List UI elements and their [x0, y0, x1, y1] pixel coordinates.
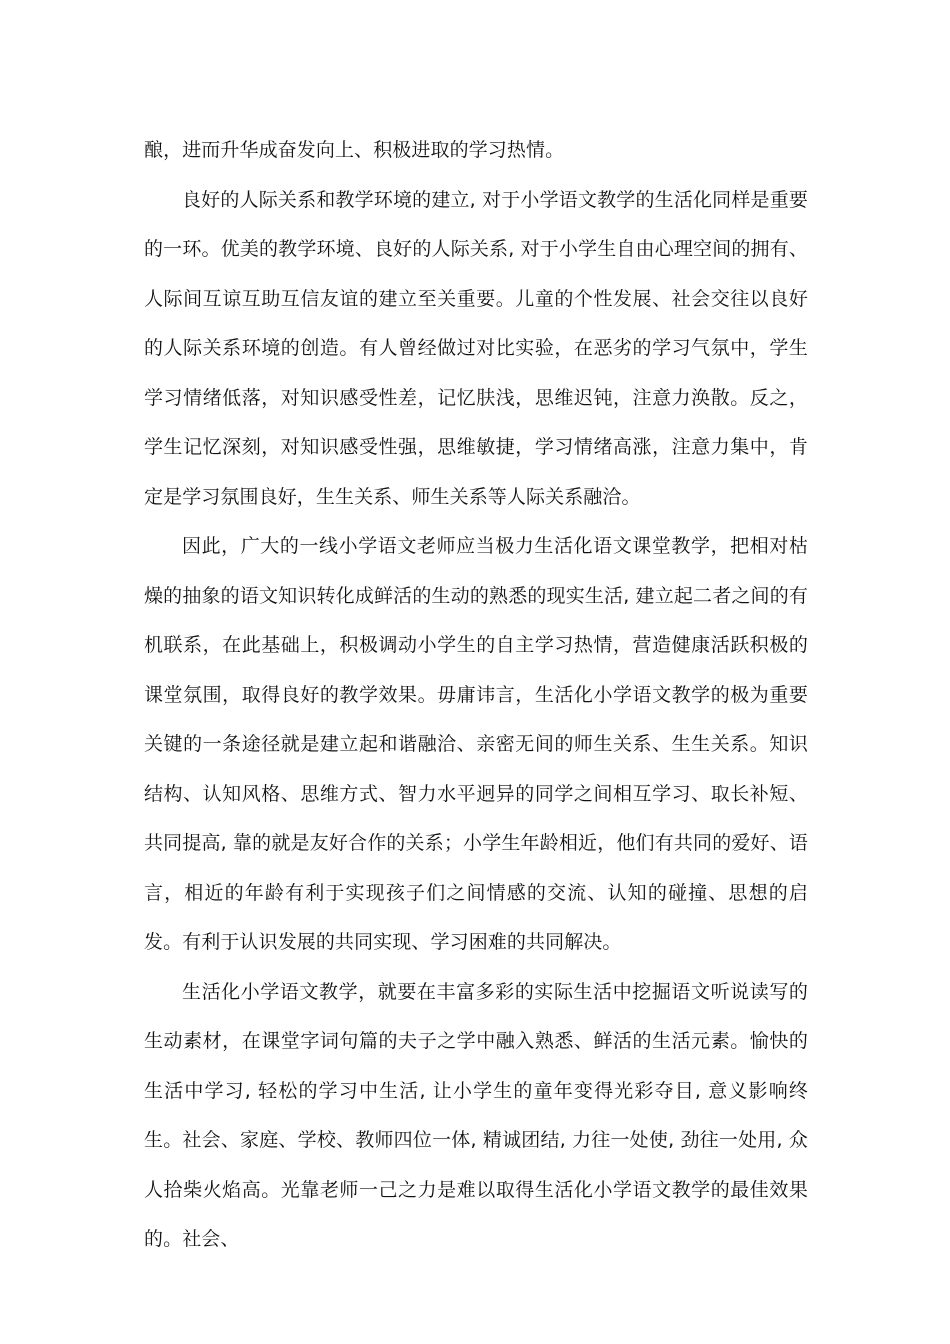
paragraph-3: 因此，广大的一线小学语文老师应当极力生活化语文课堂教学，把相对枯燥的抽象的语文知识转化成鲜活的生动的熟悉的现实生活, 建立起二者之间的有机联系，在此基础上，积极调动小学生的自主学习热情，营造健康活跃积极的课堂氛围，取得良好的教学效果。毋庸讳言，生活化小学语文教学的极为重要关键的一条途径就是建立起和谐融洽、亲密无间的师生关系、生生关系。知识结构、认知风格、思维方式、智力水平迥异的同学之间相互学习、取长补短、共同提高, 靠的就是友好合作的关系；小学生年龄相近，他们有共同的爱好、语言，相近的年龄有利于实现孩子们之间情感的交流、认知的碰撞、思想的启发。有利于认识发展的共同实现、学习困难的共同解决。: [144, 535, 808, 953]
document-body: [144, 126, 808, 1265]
paragraph-1: 酿，进而升华成奋发向上、积极进取的学习热情。: [144, 139, 565, 161]
paragraph-2: 良好的人际关系和教学环境的建立, 对于小学语文教学的生活化同样是重要的一环。优美的教学环境、良好的人际关系, 对于小学生自由心理空间的拥有、人际间互谅互助互信友谊的建立至关重要。儿童的个性发展、社会交往以良好的人际关系环境的创造。有人曾经做过对比实验，在恶劣的学习气氛中，学生学习情绪低落，对知识感受性差，记忆肤浅，思维迟钝，注意力涣散。反之，学生记忆深刻，对知识感受性强，思维敏捷，学习情绪高涨，注意力集中，肯定是学习氛围良好，生生关系、师生关系等人际关系融洽。: [144, 188, 808, 508]
paragraph-4: 生活化小学语文教学，就要在丰富多彩的实际生活中挖掘语文听说读写的生动素材，在课堂字词句篇的夫子之学中融入熟悉、鲜活的生活元素。愉快的生活中学习, 轻松的学习中生活, 让小学生的童年变得光彩夺目, 意义影响终生。社会、家庭、学校、教师四位一体, 精诚团结, 力往一处使, 劲往一处用, 众人拾柴火焰高。光靠老师一己之力是难以取得生活化小学语文教学的最佳效果的。社会、: [144, 980, 808, 1250]
